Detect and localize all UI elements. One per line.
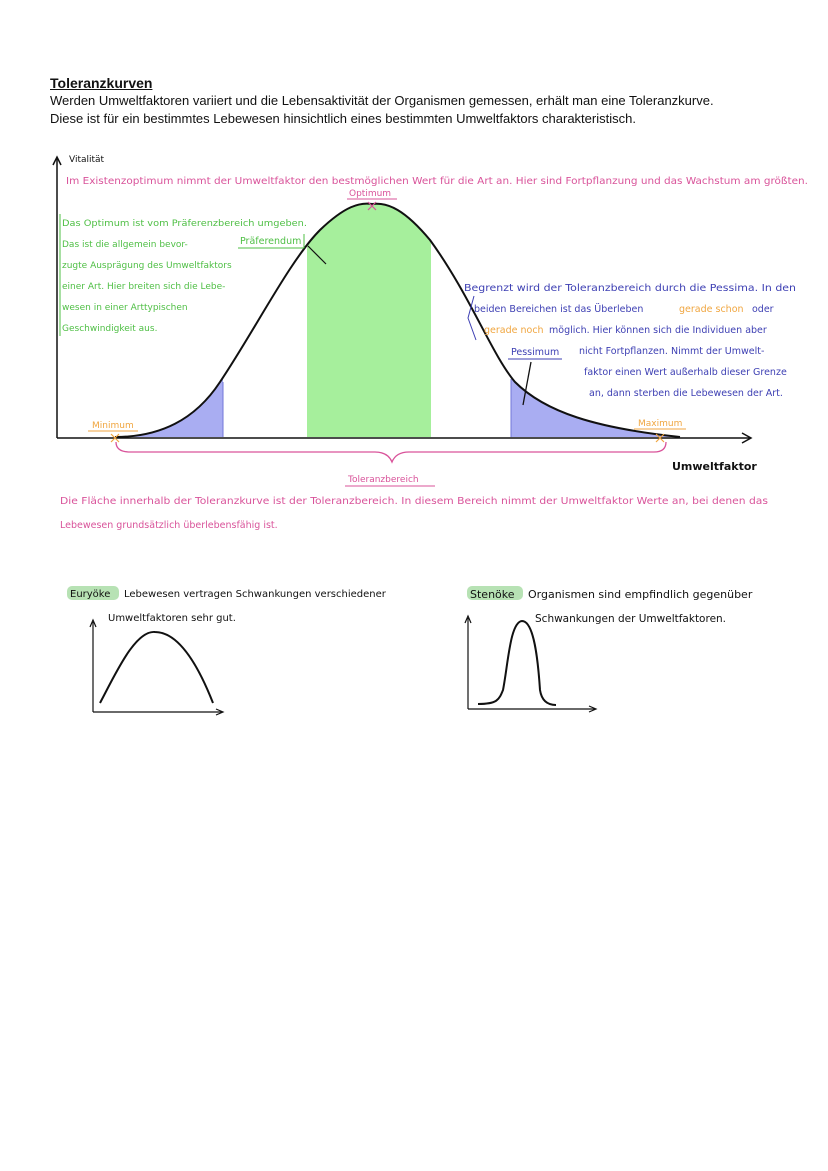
pessimum-left-area <box>112 150 223 438</box>
x-axis-label: Umweltfaktor <box>672 460 757 473</box>
page-title: Toleranzkurven <box>50 75 153 91</box>
svg-text:Begrenzt wird der Toleranzbere: Begrenzt wird der Toleranzbereich durch die Pessima. In den <box>464 283 796 294</box>
svg-text:Geschwindigkeit aus.: Geschwindigkeit aus. <box>62 324 158 334</box>
minimum-label: Minimum <box>92 421 134 431</box>
euryoek-curve <box>100 632 213 703</box>
svg-text:oder: oder <box>752 304 774 315</box>
optimum-label: Optimum <box>349 189 392 199</box>
toleranz-brace <box>116 442 666 462</box>
svg-text:faktor einen Wert außerhalb di: faktor einen Wert außerhalb dieser Grenze <box>584 367 787 378</box>
svg-text:einer Art. Hier breiten sich d: einer Art. Hier breiten sich die Lebe- <box>62 282 226 292</box>
svg-text:möglich. Hier können sich die: möglich. Hier können sich die Individuen aber <box>549 325 767 336</box>
euryoek-text-line-1: Lebewesen vertragen Schwankungen verschiedener <box>124 589 386 600</box>
svg-text:gerade schon: gerade schon <box>679 304 744 315</box>
svg-text:gerade noch: gerade noch <box>484 325 544 336</box>
stenoek-text-line-1: Organismen sind empfindlich gegenüber <box>528 588 753 601</box>
svg-text:Das ist die allgemein bevor-: Das ist die allgemein bevor- <box>62 240 188 250</box>
svg-text:Das Optimum ist vom Präferenzb: Das Optimum ist vom Präferenzbereich umgeben. <box>62 219 307 229</box>
svg-text:zugte Ausprägung des Umweltfak: zugte Ausprägung des Umweltfaktors <box>62 261 232 271</box>
stenoek-curve <box>478 621 556 705</box>
euryoek-text-line-2: Umweltfaktoren sehr gut. <box>108 613 236 624</box>
toleranz-note-line-1: Die Fläche innerhalb der Toleranzkurve ist der Toleranzbereich. In diesem Bereich nimmt der Umweltfaktor Werte an, bei denen das <box>60 496 769 507</box>
pessimum-label: Pessimum <box>511 347 560 358</box>
stenoek-term: Stenöke <box>470 588 515 601</box>
intro-line-2: Diese ist für ein bestimmtes Lebewesen hinsichtlich eines bestimmten Umweltfaktors charakteristisch. <box>50 111 636 126</box>
svg-text:beiden Bereichen ist das Überl: beiden Bereichen ist das Überleben <box>474 304 644 315</box>
svg-text:wesen in einer Arttypischen: wesen in einer Arttypischen <box>62 303 188 313</box>
stenoek-text-line-2: Schwankungen der Umweltfaktoren. <box>535 613 727 625</box>
intro-line-1: Werden Umweltfaktoren variiert und die Lebensaktivität der Organismen gemessen, erhält man eine Toleranzkurve. <box>50 93 714 108</box>
svg-text:an, dann sterben die Lebewesen: an, dann sterben die Lebewesen der Art. <box>589 388 783 399</box>
y-axis-label: Vitalität <box>69 155 105 165</box>
praeferendum-label: Präferendum <box>240 236 302 247</box>
euryoek-term: Euryöke <box>70 589 111 600</box>
toleranz-note-line-2: Lebewesen grundsätzlich überlebensfähig ist. <box>60 520 278 531</box>
svg-text:nicht Fortpflanzen. Nimmt der: nicht Fortpflanzen. Nimmt der Umwelt- <box>579 346 765 357</box>
optimum-note: Im Existenzoptimum nimmt der Umweltfaktor den bestmöglichen Wert für die Art an. Hier sind Fortpflanzung und das Wachstum am größten. <box>66 176 808 187</box>
maximum-label: Maximum <box>638 419 683 429</box>
toleranz-label: Toleranzbereich <box>348 475 419 485</box>
